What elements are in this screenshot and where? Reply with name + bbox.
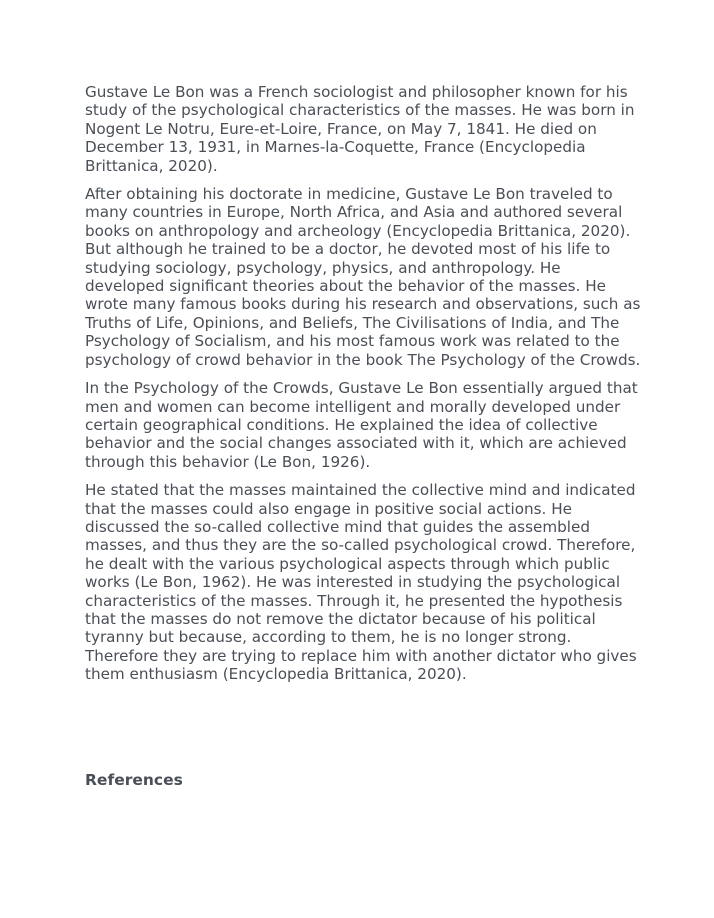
document-body: [85, 83, 641, 694]
paragraph-intro: Gustave Le Bon was a French sociologist and philosopher known for his study of the psychological characteristics of the masses. He was born in Nogent Le Notru, Eure-et-Loire, France, on May 7, 1841. He died on December 13, 1931, in Marnes-la-Coquette, France (Encyclopedia Brittanica, 2020).: [85, 83, 635, 175]
references-heading: References: [85, 771, 183, 789]
paragraph-psychology-of-crowds: In the Psychology of the Crowds, Gustave Le Bon essentially argued that men and women can become intelligent and morally developed under certain geographical conditions. He explained the idea of collective behavior and the social changes associated with it, which are achieved through this behavior (Le Bon, 1926).: [85, 379, 638, 471]
paragraph-career: After obtaining his doctorate in medicine, Gustave Le Bon traveled to many countries in Europe, North Africa, and Asia and authored several books on anthropology and archeology (Encyclopedia Brittanica, 2020). But although he trained to be a doctor, he devoted most of his life to studying sociology, psychology, physics, and anthropology. He developed significant theories about the behavior of the masses. He wrote many famous books during his research and observations, such as Truths of Life, Opinions, and Beliefs, The Civilisations of India, and The Psychology of Socialism, and his most famous work was related to the psychology of crowd behavior in the book The Psychology of the Crowds.: [85, 185, 641, 369]
paragraph-collective-mind: He stated that the masses maintained the collective mind and indicated that the masses could also engage in positive social actions. He discussed the so-called collective mind that guides the assembled masses, and thus they are the so-called psychological crowd. Therefore, he dealt with the various psychological aspects through which public works (Le Bon, 1962). He was interested in studying the psychological characteristics of the masses. Through it, he presented the hypothesis that the masses do not remove the dictator because of his political tyranny but because, according to them, he is no longer strong. Therefore they are trying to replace him with another dictator who gives them enthusiasm (Encyclopedia Brittanica, 2020).: [85, 481, 637, 684]
